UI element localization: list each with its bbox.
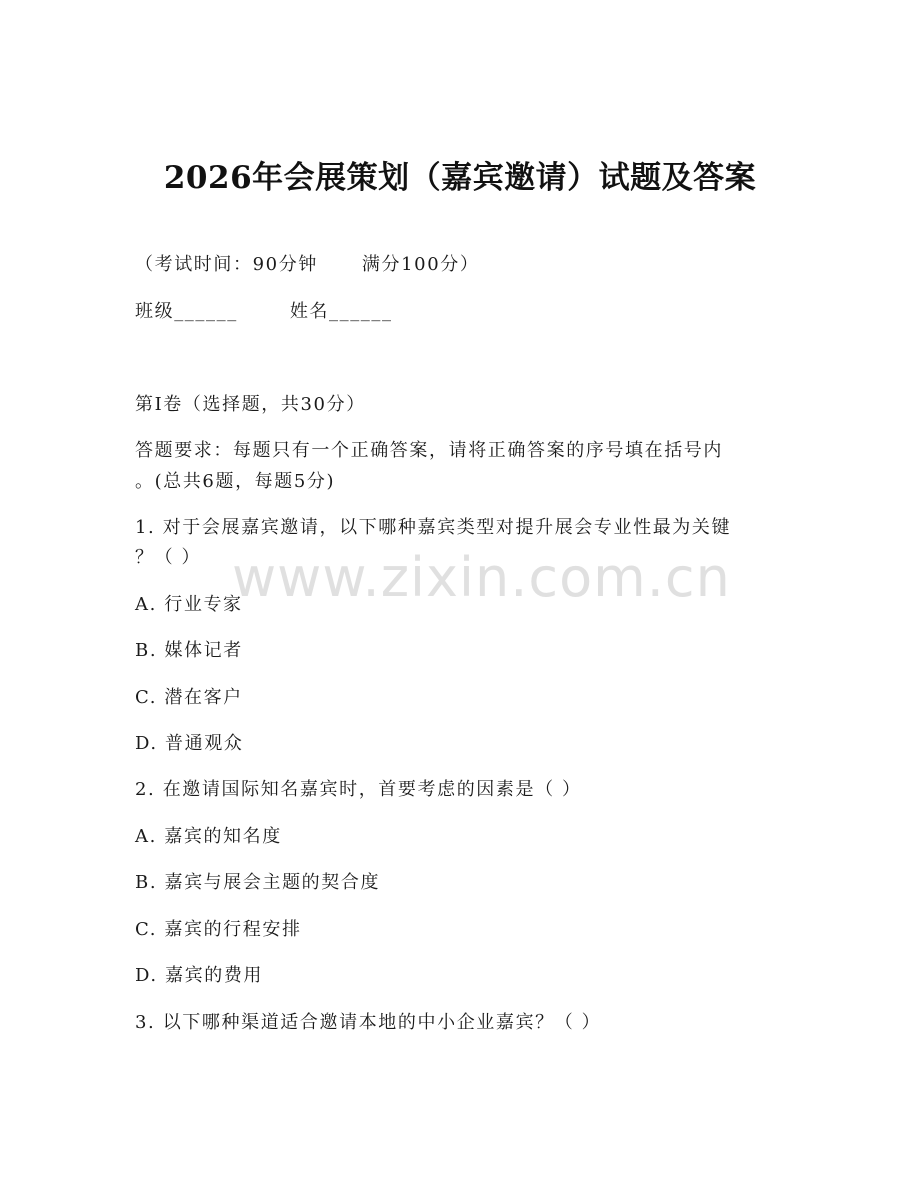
question-1-option-c: C. 潜在客户 (135, 687, 243, 708)
student-info (135, 299, 393, 325)
question-3-stem: 3. 以下哪种渠道适合邀请本地的中小企业嘉宾？（ ） (135, 1012, 602, 1033)
question-1-stem-line-2: ？（ ） (135, 547, 202, 568)
question-2-option-b: B. 嘉宾与展会主题的契合度 (135, 872, 381, 893)
watermark: www.zixin.com.cn (232, 546, 731, 609)
question-2-option-d: D. 嘉宾的费用 (135, 965, 264, 986)
document-title: 2026年会展策划（嘉宾邀请）试题及答案 (163, 160, 757, 196)
exam-info (135, 252, 479, 278)
name-field: 姓名______ (289, 301, 393, 322)
instruction-line-2: 。(总共6题，每题5分) (135, 471, 336, 492)
question-1-option-b: B. 媒体记者 (135, 640, 243, 661)
question-1-option-d: D. 普通观众 (135, 733, 244, 754)
full-score: 满分100分） (361, 254, 480, 275)
instruction-line-1: 答题要求：每题只有一个正确答案，请将正确答案的序号填在括号内 (135, 440, 723, 461)
section-title: 第I卷（选择题，共30分） (135, 394, 366, 415)
exam-time: （考试时间：90分钟 (135, 254, 318, 275)
question-2-stem: 2. 在邀请国际知名嘉宾时，首要考虑的因素是（ ） (135, 779, 582, 800)
question-2-option-a: A. 嘉宾的知名度 (135, 826, 282, 847)
question-1-option-a: A. 行业专家 (135, 594, 243, 615)
question-1-stem-line-1: 1. 对于会展嘉宾邀请，以下哪种嘉宾类型对提升展会专业性最为关键 (135, 517, 732, 538)
class-field: 班级______ (135, 301, 238, 322)
question-2-option-c: C. 嘉宾的行程安排 (135, 919, 302, 940)
